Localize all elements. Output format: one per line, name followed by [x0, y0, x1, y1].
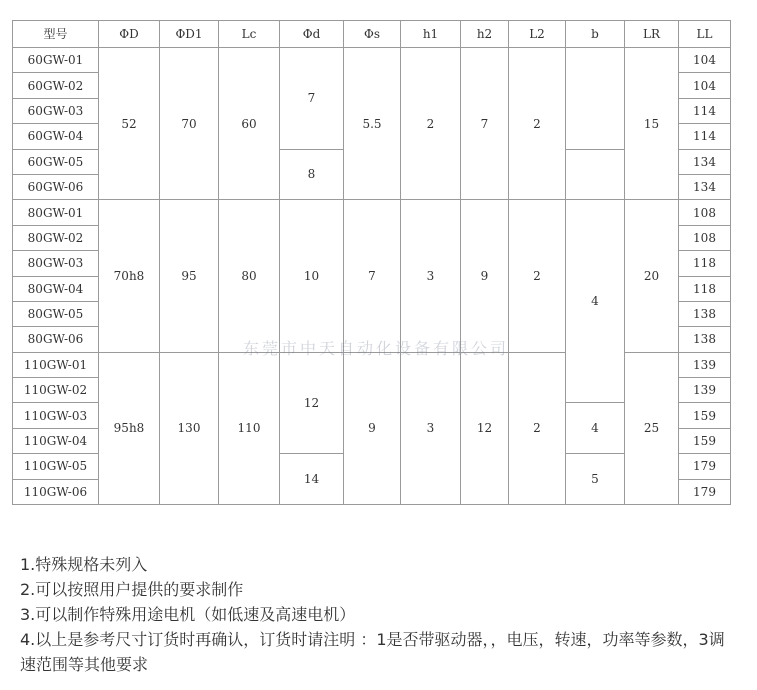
LL-cell: 108 [679, 225, 731, 250]
header-LR: LR [625, 21, 679, 48]
model-cell: 60GW-06 [13, 174, 99, 199]
b-cell: 5 [566, 454, 625, 505]
header-LL: LL [679, 21, 731, 48]
header-Lc: Lc [219, 21, 280, 48]
header-D: ΦD [99, 21, 160, 48]
h2-cell: 9 [461, 200, 509, 352]
h1-cell: 3 [401, 200, 461, 352]
d-cell: 14 [280, 454, 344, 505]
L2-cell: 2 [509, 48, 566, 200]
model-cell: 110GW-02 [13, 378, 99, 403]
header-b: b [566, 21, 625, 48]
D-cell: 52 [99, 48, 160, 200]
note-item: 2.可以按照用户提供的要求制作 [20, 580, 244, 599]
D-cell: 70h8 [99, 200, 160, 352]
Lc-cell: 80 [219, 200, 280, 352]
D1-cell: 70 [160, 48, 219, 200]
model-cell: 110GW-06 [13, 479, 99, 504]
table-row [13, 200, 731, 225]
LL-cell: 138 [679, 327, 731, 352]
model-cell: 110GW-03 [13, 403, 99, 428]
h2-cell: 12 [461, 352, 509, 504]
s-cell: 7 [344, 200, 401, 352]
model-cell: 60GW-05 [13, 149, 99, 174]
LL-cell: 179 [679, 454, 731, 479]
model-cell: 80GW-06 [13, 327, 99, 352]
LL-cell: 138 [679, 301, 731, 326]
LL-cell: 114 [679, 98, 731, 123]
model-cell: 60GW-01 [13, 48, 99, 73]
h1-cell: 2 [401, 48, 461, 200]
LL-cell: 104 [679, 48, 731, 73]
b-cell [566, 149, 625, 200]
model-cell: 80GW-01 [13, 200, 99, 225]
LL-cell: 104 [679, 73, 731, 98]
L2-cell: 2 [509, 352, 566, 504]
L2-cell: 2 [509, 200, 566, 352]
header-model: 型号 [13, 21, 99, 48]
spec-table [12, 20, 731, 505]
model-cell: 60GW-03 [13, 98, 99, 123]
s-cell: 5.5 [344, 48, 401, 200]
h1-cell: 3 [401, 352, 461, 504]
company-watermark: 东莞市中天自动化设备有限公司 [243, 339, 510, 358]
model-cell: 80GW-04 [13, 276, 99, 301]
header-d: Φd [280, 21, 344, 48]
LL-cell: 134 [679, 174, 731, 199]
header-h1: h1 [401, 21, 461, 48]
table-row [13, 48, 731, 73]
LL-cell: 134 [679, 149, 731, 174]
LR-cell: 15 [625, 48, 679, 200]
header-s: Φs [344, 21, 401, 48]
model-cell: 60GW-02 [13, 73, 99, 98]
model-cell: 110GW-05 [13, 454, 99, 479]
d-cell: 7 [280, 48, 344, 150]
LR-cell: 25 [625, 352, 679, 504]
LL-cell: 139 [679, 352, 731, 377]
LL-cell: 118 [679, 251, 731, 276]
LL-cell: 139 [679, 378, 731, 403]
header-L2: L2 [509, 21, 566, 48]
D1-cell: 95 [160, 200, 219, 352]
model-cell: 80GW-02 [13, 225, 99, 250]
LL-cell: 159 [679, 428, 731, 453]
D1-cell: 130 [160, 352, 219, 504]
d-cell: 8 [280, 149, 344, 200]
b-cell: 4 [566, 403, 625, 454]
model-cell: 80GW-03 [13, 251, 99, 276]
model-cell: 110GW-04 [13, 428, 99, 453]
notes [20, 552, 740, 677]
s-cell: 9 [344, 352, 401, 504]
D-cell: 95h8 [99, 352, 160, 504]
model-cell: 110GW-01 [13, 352, 99, 377]
b-cell [566, 48, 625, 150]
LL-cell: 108 [679, 200, 731, 225]
Lc-cell: 60 [219, 48, 280, 200]
model-cell: 60GW-04 [13, 124, 99, 149]
LL-cell: 159 [679, 403, 731, 428]
h2-cell: 7 [461, 48, 509, 200]
note-item: 4.以上是参考尺寸订货时再确认，订货时请注明 ：1是否带驱动器，，电压，转速，功率等参数，3调速范围等其他要求 [20, 630, 725, 674]
LL-cell: 118 [679, 276, 731, 301]
header-row [13, 21, 731, 48]
d-cell: 12 [280, 352, 344, 454]
model-cell: 80GW-05 [13, 301, 99, 326]
note-item: 1.特殊规格未列入 [20, 555, 148, 574]
Lc-cell: 110 [219, 352, 280, 504]
LL-cell: 179 [679, 479, 731, 504]
note-item: 3.可以制作特殊用途电机（如低速及高速电机） [20, 605, 356, 624]
header-h2: h2 [461, 21, 509, 48]
header-D1: ΦD1 [160, 21, 219, 48]
b-cell: 4 [566, 200, 625, 403]
LL-cell: 114 [679, 124, 731, 149]
d-cell: 10 [280, 200, 344, 352]
LR-cell: 20 [625, 200, 679, 352]
